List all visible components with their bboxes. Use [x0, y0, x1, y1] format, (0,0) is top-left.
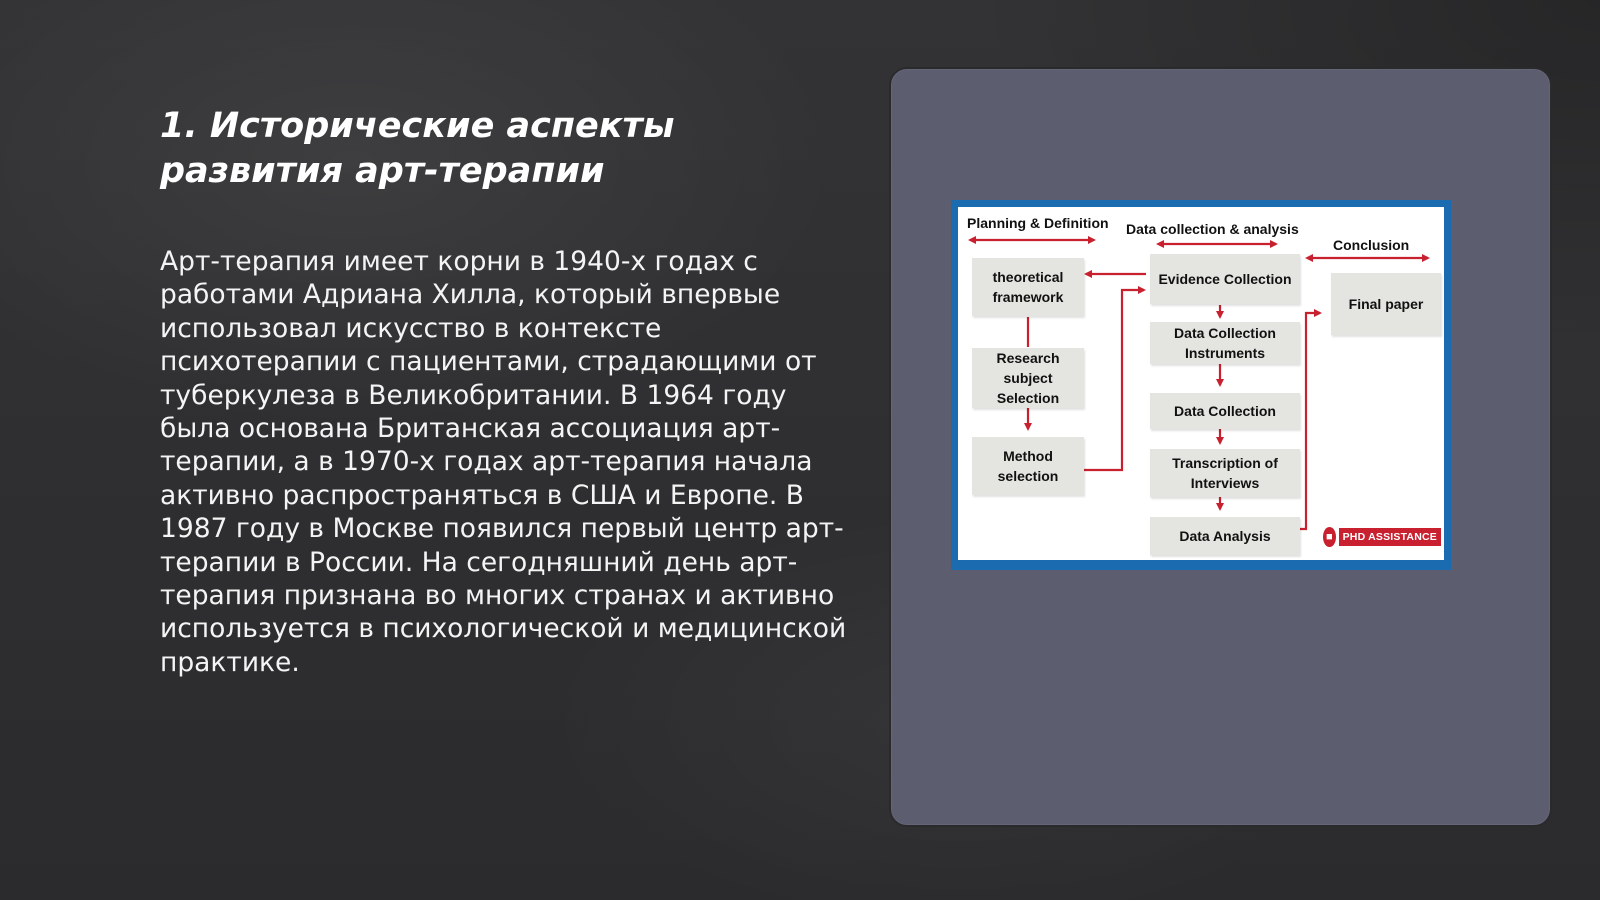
box-method-selection: Method selection [972, 437, 1084, 495]
phd-assistance-logo [1323, 526, 1441, 548]
logo-icon: ■ [1323, 527, 1336, 547]
box-transcription-of-interviews: Transcription of Interviews [1150, 449, 1300, 497]
phase-conclusion-label: Conclusion [1333, 237, 1410, 253]
box-data-collection-instruments: Data Collection Instruments [1150, 322, 1300, 364]
phase-data-label: Data collection & analysis [1126, 221, 1299, 237]
slide-title: 1. Исторические аспекты развития арт-терапии [160, 106, 675, 191]
box-theoretical-framework: theoretical framework [972, 258, 1084, 316]
diagram-canvas [958, 207, 1444, 560]
box-data-collection: Data Collection [1150, 393, 1300, 429]
image-card [889, 67, 1552, 827]
slide-body-text: Арт-терапия имеет корни в 1940-х годах с работами Адриана Хилла, который впервые использовал искусство в контексте психотерапии с пациентами, страдающими от туберкулеза в Великобритании. В 1964 году была основана Британская ассоциация арт-терапии, а в 1970-х годах арт-терапия начала активно распространяться в США и Европе. В 1987 году в Москве появился первый центр арт-терапии в России. На сегодняшний день арт-терапия признана во многих странах и активно используется в психологической и медицинской практике. [160, 246, 847, 678]
phase-planning-label: Planning & Definition [967, 215, 1109, 231]
research-process-diagram [951, 200, 1451, 570]
logo-text: PHD ASSISTANCE [1339, 528, 1441, 546]
box-final-paper: Final paper [1331, 273, 1441, 335]
box-research-subject-selection: Research subject Selection [972, 348, 1084, 408]
box-data-analysis: Data Analysis [1150, 517, 1300, 555]
box-evidence-collection: Evidence Collection [1150, 254, 1300, 304]
